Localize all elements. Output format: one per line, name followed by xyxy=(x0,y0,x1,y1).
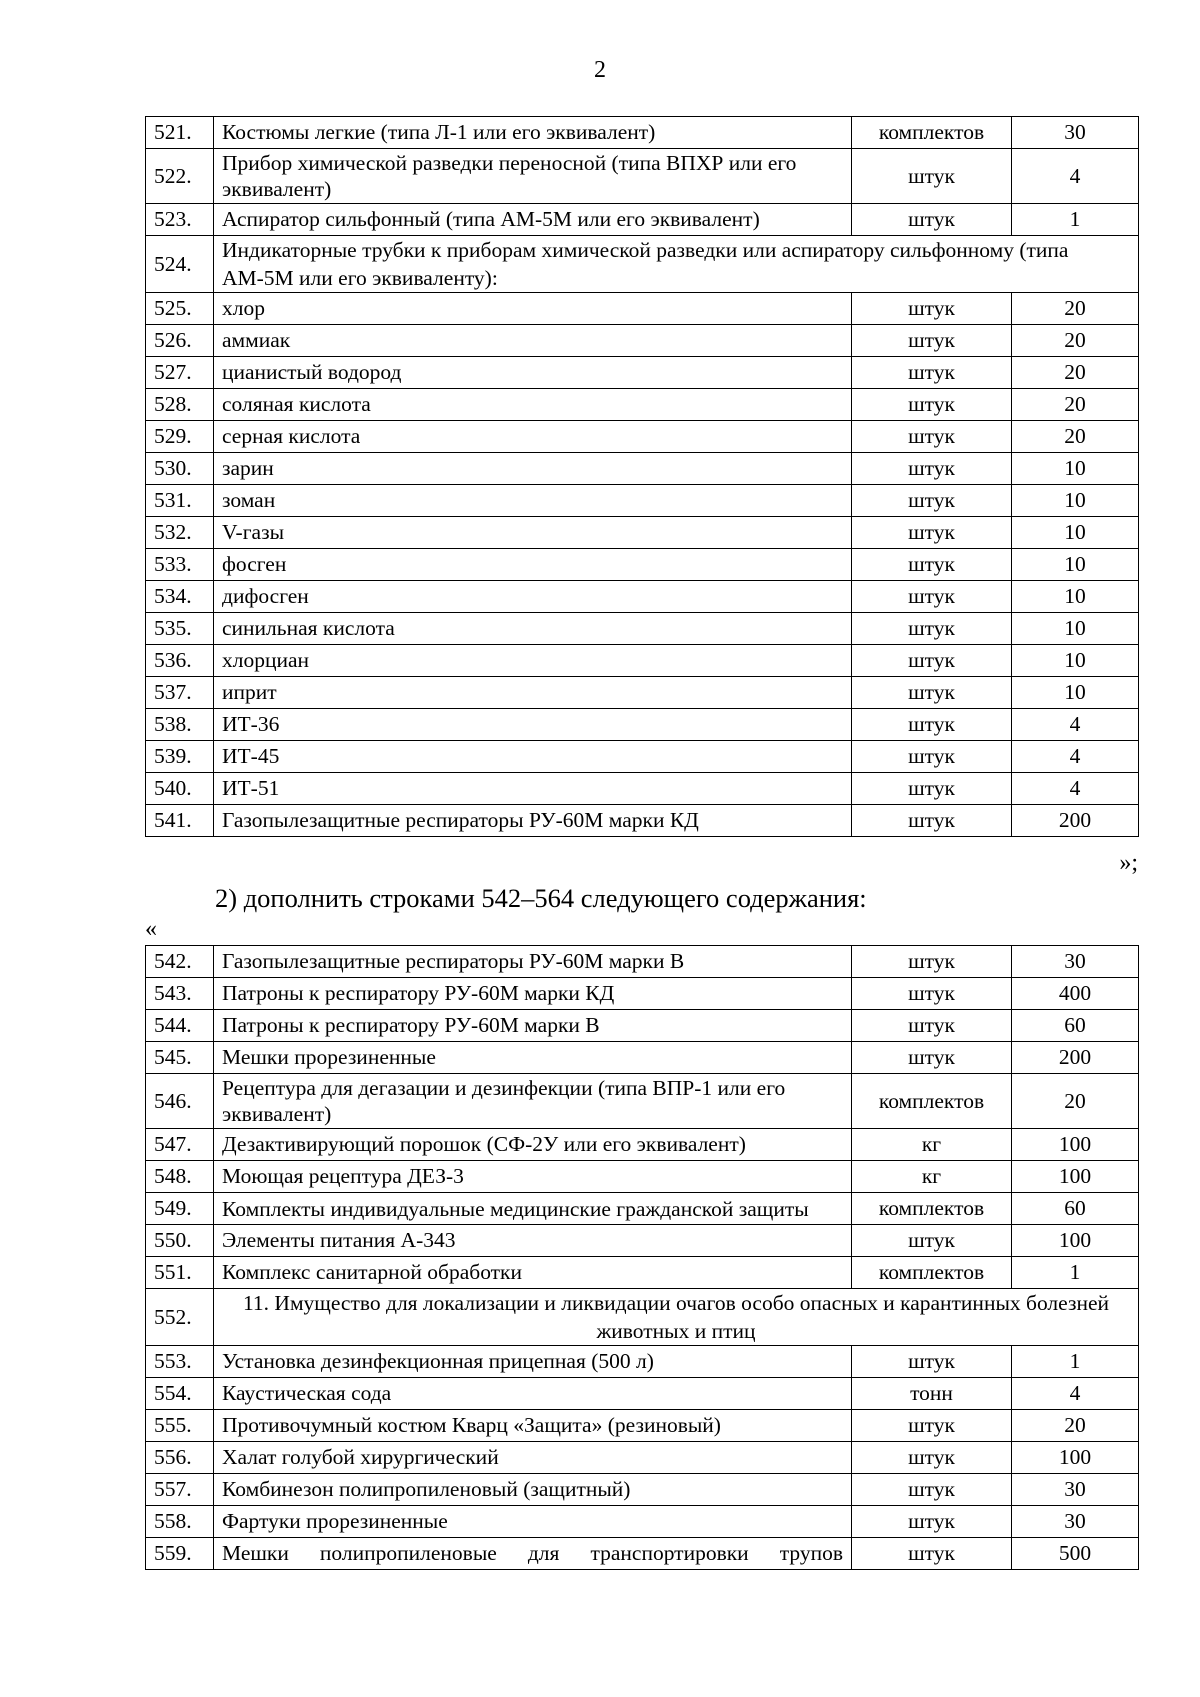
item-unit: штук xyxy=(852,389,1012,421)
row-number: 533. xyxy=(146,549,214,581)
item-name: зоман xyxy=(214,485,852,517)
item-name: иприт xyxy=(214,677,852,709)
item-name: Противочумный костюм Кварц «Защита» (резиновый) xyxy=(214,1410,852,1442)
item-name: Газопылезащитные респираторы РУ-60М марки КД xyxy=(214,805,852,837)
row-number: 559. xyxy=(146,1538,214,1570)
row-number: 524. xyxy=(146,236,214,293)
item-unit: комплектов xyxy=(852,1193,1012,1225)
item-quantity: 20 xyxy=(1012,293,1139,325)
table-row xyxy=(146,293,1139,325)
item-quantity: 30 xyxy=(1012,117,1139,149)
item-unit: тонн xyxy=(852,1378,1012,1410)
item-name: Комплекты индивидуальные медицинские гражданской защиты xyxy=(214,1193,852,1225)
item-quantity: 10 xyxy=(1012,517,1139,549)
items-table-2-body xyxy=(146,946,1139,1570)
item-name: Газопылезащитные респираторы РУ-60М марки В xyxy=(214,946,852,978)
table-row xyxy=(146,1042,1139,1074)
item-quantity: 4 xyxy=(1012,149,1139,204)
row-number: 552. xyxy=(146,1289,214,1346)
item-quantity: 20 xyxy=(1012,389,1139,421)
item-quantity: 20 xyxy=(1012,1410,1139,1442)
item-unit: штук xyxy=(852,1042,1012,1074)
item-unit: штук xyxy=(852,293,1012,325)
item-name: Халат голубой хирургический xyxy=(214,1442,852,1474)
item-name: аммиак xyxy=(214,325,852,357)
table-row xyxy=(146,517,1139,549)
item-quantity: 4 xyxy=(1012,1378,1139,1410)
item-name: Дезактивирующий порошок (СФ-2У или его эквивалент) xyxy=(214,1129,852,1161)
item-unit: комплектов xyxy=(852,1074,1012,1129)
item-quantity: 30 xyxy=(1012,1506,1139,1538)
item-name: серная кислота xyxy=(214,421,852,453)
row-number: 532. xyxy=(146,517,214,549)
table-row xyxy=(146,149,1139,204)
table-row xyxy=(146,946,1139,978)
item-quantity: 10 xyxy=(1012,549,1139,581)
table-row xyxy=(146,1289,1139,1346)
item-quantity: 20 xyxy=(1012,1074,1139,1129)
item-quantity: 4 xyxy=(1012,709,1139,741)
item-quantity: 10 xyxy=(1012,581,1139,613)
item-name: Аспиратор сильфонный (типа АМ-5М или его эквивалент) xyxy=(214,204,852,236)
table-row xyxy=(146,581,1139,613)
table-row xyxy=(146,1442,1139,1474)
item-name: Установка дезинфекционная прицепная (500 л) xyxy=(214,1346,852,1378)
row-number: 541. xyxy=(146,805,214,837)
item-unit: штук xyxy=(852,805,1012,837)
item-name: Мешки полипропиленовые для транспортировки трупов xyxy=(214,1538,852,1570)
table-row xyxy=(146,421,1139,453)
item-name: Комплекс санитарной обработки xyxy=(214,1257,852,1289)
item-quantity: 20 xyxy=(1012,421,1139,453)
item-name: Моющая рецептура ДЕЗ-3 xyxy=(214,1161,852,1193)
table-row xyxy=(146,485,1139,517)
row-number: 544. xyxy=(146,1010,214,1042)
row-number: 543. xyxy=(146,978,214,1010)
row-number: 530. xyxy=(146,453,214,485)
item-quantity: 100 xyxy=(1012,1442,1139,1474)
item-unit: штук xyxy=(852,1225,1012,1257)
row-number: 528. xyxy=(146,389,214,421)
row-number: 538. xyxy=(146,709,214,741)
table-row xyxy=(146,1129,1139,1161)
closing-quote: »; xyxy=(1119,850,1138,876)
table-row xyxy=(146,453,1139,485)
item-name: синильная кислота xyxy=(214,613,852,645)
item-unit: комплектов xyxy=(852,117,1012,149)
item-unit: штук xyxy=(852,549,1012,581)
item-unit: штук xyxy=(852,1346,1012,1378)
row-number: 523. xyxy=(146,204,214,236)
item-quantity: 400 xyxy=(1012,978,1139,1010)
item-quantity: 100 xyxy=(1012,1225,1139,1257)
item-unit: штук xyxy=(852,677,1012,709)
table-row xyxy=(146,549,1139,581)
amendment-instruction: 2) дополнить строками 542–564 следующего содержания: xyxy=(215,883,867,913)
row-number: 537. xyxy=(146,677,214,709)
table-row xyxy=(146,1010,1139,1042)
item-quantity: 20 xyxy=(1012,325,1139,357)
table-row xyxy=(146,1193,1139,1225)
item-unit: штук xyxy=(852,204,1012,236)
items-table-1-body xyxy=(146,117,1139,837)
item-unit: комплектов xyxy=(852,1257,1012,1289)
table-row xyxy=(146,1538,1139,1570)
row-number: 551. xyxy=(146,1257,214,1289)
opening-quote: « xyxy=(145,916,157,942)
table-row xyxy=(146,1257,1139,1289)
row-number: 534. xyxy=(146,581,214,613)
table-row xyxy=(146,1474,1139,1506)
table-row xyxy=(146,978,1139,1010)
row-number: 531. xyxy=(146,485,214,517)
item-unit: штук xyxy=(852,709,1012,741)
item-name: хлор xyxy=(214,293,852,325)
item-quantity: 10 xyxy=(1012,645,1139,677)
table-row xyxy=(146,1410,1139,1442)
item-quantity: 500 xyxy=(1012,1538,1139,1570)
items-table-1 xyxy=(145,116,1139,837)
item-name: ИТ-36 xyxy=(214,709,852,741)
item-name: Мешки прорезиненные xyxy=(214,1042,852,1074)
item-unit: штук xyxy=(852,1410,1012,1442)
item-unit: штук xyxy=(852,1538,1012,1570)
row-number: 521. xyxy=(146,117,214,149)
item-quantity: 60 xyxy=(1012,1193,1139,1225)
item-name: Комбинезон полипропиленовый (защитный) xyxy=(214,1474,852,1506)
item-name: соляная кислота xyxy=(214,389,852,421)
table-row xyxy=(146,117,1139,149)
item-unit: штук xyxy=(852,453,1012,485)
item-quantity: 1 xyxy=(1012,204,1139,236)
row-number: 553. xyxy=(146,1346,214,1378)
item-name: дифосген xyxy=(214,581,852,613)
item-unit: штук xyxy=(852,741,1012,773)
row-number: 547. xyxy=(146,1129,214,1161)
item-name: V-газы xyxy=(214,517,852,549)
item-name: ИТ-51 xyxy=(214,773,852,805)
item-unit: штук xyxy=(852,645,1012,677)
item-unit: кг xyxy=(852,1129,1012,1161)
item-quantity: 4 xyxy=(1012,741,1139,773)
item-name: Патроны к респиратору РУ-60М марки КД xyxy=(214,978,852,1010)
row-number: 556. xyxy=(146,1442,214,1474)
row-number: 539. xyxy=(146,741,214,773)
table-row xyxy=(146,236,1139,293)
item-name: Патроны к респиратору РУ-60М марки В xyxy=(214,1010,852,1042)
item-unit: штук xyxy=(852,1474,1012,1506)
item-quantity: 30 xyxy=(1012,1474,1139,1506)
item-name: фосген xyxy=(214,549,852,581)
item-unit: штук xyxy=(852,946,1012,978)
row-number: 546. xyxy=(146,1074,214,1129)
row-number: 549. xyxy=(146,1193,214,1225)
item-quantity: 10 xyxy=(1012,453,1139,485)
row-number: 558. xyxy=(146,1506,214,1538)
row-number: 529. xyxy=(146,421,214,453)
row-number: 536. xyxy=(146,645,214,677)
item-unit: штук xyxy=(852,773,1012,805)
row-number: 548. xyxy=(146,1161,214,1193)
table-row xyxy=(146,389,1139,421)
item-unit: штук xyxy=(852,325,1012,357)
item-name: Костюмы легкие (типа Л-1 или его эквивалент) xyxy=(214,117,852,149)
table-row xyxy=(146,1161,1139,1193)
table-row xyxy=(146,1378,1139,1410)
row-number: 550. xyxy=(146,1225,214,1257)
row-number: 540. xyxy=(146,773,214,805)
item-quantity: 10 xyxy=(1012,613,1139,645)
item-unit: штук xyxy=(852,485,1012,517)
section-heading: Индикаторные трубки к приборам химической разведки или аспиратору сильфонному (типа АМ-5М или его эквиваленту): xyxy=(214,236,1139,293)
row-number: 542. xyxy=(146,946,214,978)
row-number: 527. xyxy=(146,357,214,389)
table-row xyxy=(146,805,1139,837)
table-row xyxy=(146,357,1139,389)
item-quantity: 10 xyxy=(1012,485,1139,517)
row-number: 557. xyxy=(146,1474,214,1506)
item-quantity: 20 xyxy=(1012,357,1139,389)
item-name: Элементы питания А-343 xyxy=(214,1225,852,1257)
table-row xyxy=(146,1074,1139,1129)
table-row xyxy=(146,325,1139,357)
table-row xyxy=(146,613,1139,645)
item-unit: штук xyxy=(852,149,1012,204)
row-number: 522. xyxy=(146,149,214,204)
item-quantity: 1 xyxy=(1012,1257,1139,1289)
item-name: Фартуки прорезиненные xyxy=(214,1506,852,1538)
table-row xyxy=(146,645,1139,677)
item-name: хлорциан xyxy=(214,645,852,677)
table-row xyxy=(146,1506,1139,1538)
item-name: ИТ-45 xyxy=(214,741,852,773)
item-quantity: 10 xyxy=(1012,677,1139,709)
row-number: 526. xyxy=(146,325,214,357)
table-row xyxy=(146,677,1139,709)
item-quantity: 4 xyxy=(1012,773,1139,805)
item-name: Каустическая сода xyxy=(214,1378,852,1410)
table-row xyxy=(146,1346,1139,1378)
item-unit: штук xyxy=(852,1506,1012,1538)
table-row xyxy=(146,709,1139,741)
item-name: Рецептура для дегазации и дезинфекции (типа ВПР-1 или его эквивалент) xyxy=(214,1074,852,1129)
item-name: Прибор химической разведки переносной (типа ВПХР или его эквивалент) xyxy=(214,149,852,204)
table-row xyxy=(146,773,1139,805)
item-quantity: 200 xyxy=(1012,1042,1139,1074)
item-unit: штук xyxy=(852,1442,1012,1474)
item-quantity: 60 xyxy=(1012,1010,1139,1042)
item-quantity: 30 xyxy=(1012,946,1139,978)
item-name: цианистый водород xyxy=(214,357,852,389)
table-row xyxy=(146,1225,1139,1257)
item-name: зарин xyxy=(214,453,852,485)
item-unit: штук xyxy=(852,357,1012,389)
item-unit: штук xyxy=(852,978,1012,1010)
table-row xyxy=(146,741,1139,773)
row-number: 525. xyxy=(146,293,214,325)
row-number: 554. xyxy=(146,1378,214,1410)
item-unit: штук xyxy=(852,1010,1012,1042)
section-heading: 11. Имущество для локализации и ликвидации очагов особо опасных и карантинных болезней животных и птиц xyxy=(214,1289,1139,1346)
page-number: 2 xyxy=(594,57,606,83)
item-unit: штук xyxy=(852,517,1012,549)
row-number: 545. xyxy=(146,1042,214,1074)
item-unit: штук xyxy=(852,421,1012,453)
items-table-2 xyxy=(145,945,1139,1570)
item-quantity: 100 xyxy=(1012,1129,1139,1161)
item-unit: штук xyxy=(852,581,1012,613)
table-row xyxy=(146,204,1139,236)
item-quantity: 200 xyxy=(1012,805,1139,837)
item-quantity: 100 xyxy=(1012,1161,1139,1193)
item-unit: штук xyxy=(852,613,1012,645)
item-unit: кг xyxy=(852,1161,1012,1193)
row-number: 555. xyxy=(146,1410,214,1442)
item-quantity: 1 xyxy=(1012,1346,1139,1378)
row-number: 535. xyxy=(146,613,214,645)
